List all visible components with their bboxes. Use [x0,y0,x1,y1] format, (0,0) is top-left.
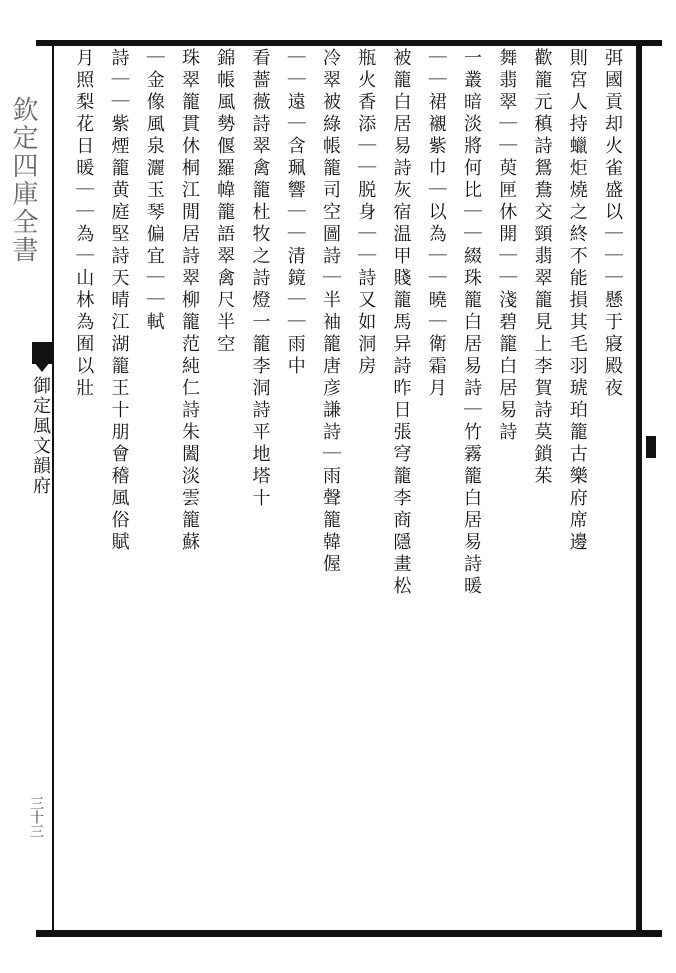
text-column-1: 弭國貢却火雀盛以｜｜｜懸于寢殿夜 [602,48,623,400]
text-column-13: 珠翠籠貫休桐江閒居詩翠柳籠范純仁詩朱闔淡雲籠蘇 [179,48,200,554]
text-column-14: ｜金像風泉灑玉琴偏宜｜｜軾 [143,48,165,334]
text-column-10: ｜｜遠｜含珮響｜｜清鏡｜｜雨中 [284,48,306,378]
right-border-rule [636,40,642,937]
text-column-7: 被籠白居易詩灰宿温甲賤籠馬异詩昨日張穹籠李商隱畫松 [390,48,412,598]
text-column-16: 月照梨花日暖｜｜為｜山林為囿以壯 [73,48,95,400]
top-border-rule [36,40,662,46]
text-column-5: 一叢暗淡將何比｜｜綴珠籠白居易詩｜竹霧籠白居易詩暖 [461,48,482,598]
bleed-through-text: 欽定四庫全書 [8,96,38,264]
text-column-12: 錦帳風勢偃羅幃籠語翠禽尺半空 [214,48,236,356]
text-column-3: 歡籠元稹詩鴛鴦交頸翡翠籠見上李賀詩莫鎖茱 [531,48,553,488]
text-column-15: 詩｜｜紫煙籠黄庭堅詩天晴江湖籠王十朋會稽風俗賦 [108,48,130,554]
text-columns [56,48,632,924]
margin-band [0,46,52,930]
text-column-2: 則宮人持蠟炬燒之終不能損其毛羽琥珀籠古樂府席邊 [566,48,588,554]
edge-mark-icon [646,436,656,458]
text-column-9: 冷翠被綠帳籠司空圖詩｜半袖籠唐彦謙詩｜雨聲籠韓偓 [320,48,341,576]
text-column-4: 舞翡翠｜｜萸匣休開｜｜淺碧籠白居易詩 [496,48,518,444]
margin-book-title: 御定風文韻府 [30,376,51,496]
text-column-11: 看薔薇詩翠禽籠杜牧之詩燈一籠李洞詩平地塔十 [249,48,271,510]
bottom-border-rule [36,930,662,937]
text-column-8: 瓶火香添｜｜脱身｜｜詩又如洞房 [355,48,377,378]
text-column-6: ｜｜裙襯紫巾｜以為｜｜曉｜衛霜月 [425,48,447,400]
page-number: 三十三 [28,796,44,838]
fishtail-mark-icon [32,342,52,364]
left-border-rule [52,40,54,937]
